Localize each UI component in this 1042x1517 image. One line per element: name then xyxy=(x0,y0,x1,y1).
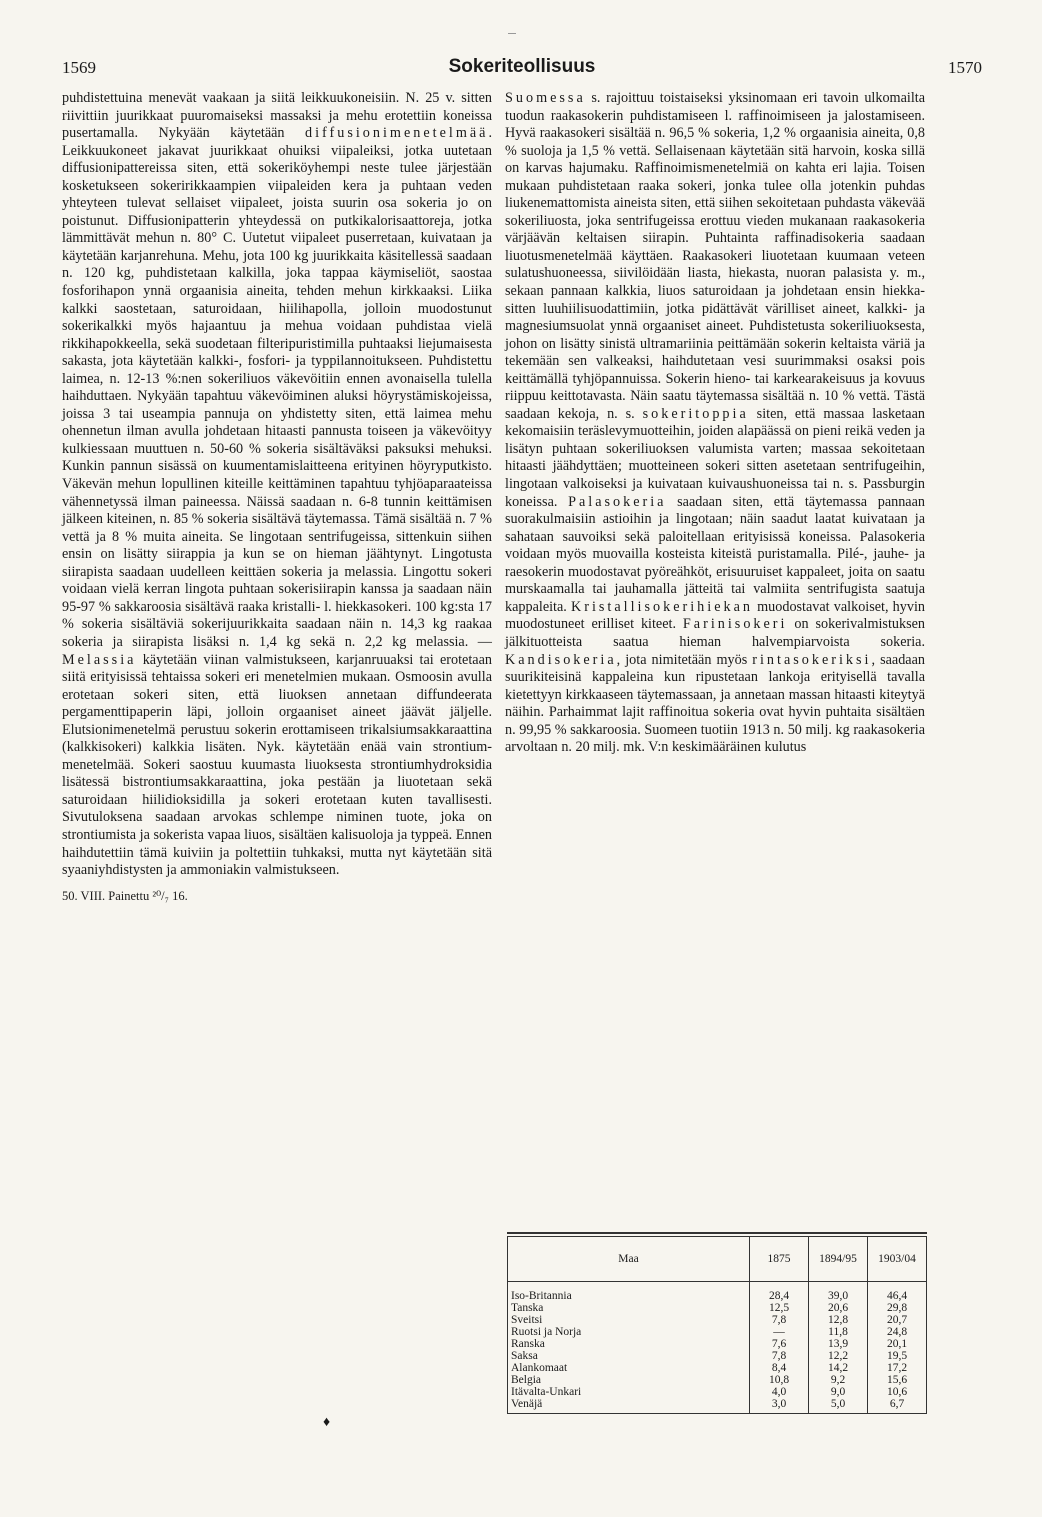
country-cell: Venäjä xyxy=(508,1398,750,1414)
page-number-right: 1570 xyxy=(948,58,982,77)
bullet-ornament: ♦ xyxy=(323,1415,331,1430)
table-row xyxy=(508,1362,927,1374)
table-body xyxy=(508,1282,927,1414)
header-1903: 1903/04 xyxy=(868,1237,927,1282)
value-1903-cell: 6,7 xyxy=(868,1398,927,1414)
sugar-consumption-table xyxy=(507,1236,927,1414)
value-1875-cell: 7,8 xyxy=(750,1350,809,1362)
spaced-term: Palasokeria xyxy=(568,493,667,510)
page-number-left: 1569 xyxy=(62,58,96,77)
country-cell: Iso-Britannia xyxy=(508,1282,750,1303)
value-1875-cell: 10,8 xyxy=(750,1374,809,1386)
value-1894-cell: 20,6 xyxy=(809,1302,868,1314)
value-1875-cell: 7,8 xyxy=(750,1314,809,1326)
spaced-term: diffusionimenetelmää xyxy=(305,125,489,142)
table-top-rule xyxy=(507,1232,927,1234)
country-cell: Saksa xyxy=(508,1350,750,1362)
left-paragraph: puhdistettuina menevät vaakaan ja siitä leikkuukoneisiin. N. 25 v. sitten riivittiin juurikkaat puuromaiseksi massaksi ja mehu erotettiin koneissa pusertamalla. Nykyään käytetään diffusionimenetelmää. Leikkuukoneet jakavat juurikkaat ohuiksi viipaleiksi, jotka uutetaan diffusionipattereissa siten, että sokeriköyhempi neste tulee järjestään kosketukseen sokeririkkaampien viipaleiden kera ja puhtaan veden yhteyteen tulevat sellaiset viipaleet, joista suurin osa sokeria jo on poistunut. Diffusionipatterin yhteydessä on putkikalorisaattoreja, jotka lämmittävät mehun n. 80° C. Uutetut viipaleet puserretaan, kuivataan ja käytetään karjanrehuna. Mehu, jota 100 kg juurikkaita käsitellessä saadaan n. 120 kg, puhdistetaan kalkilla, joka tappaa käymiseliöt, saostaa fosforihapon ynnä orgaanisia aineita, tehden mehun kirkkaaksi. Liika kalkki saostetaan, saturoidaan, hiilihapolla, jolloin muodostunut sokerikalkki myös hajaantuu ja mehua voidaan puhdistaa vielä rikkihapokkeella, sekä suodetaan filteripuristimilla puhtaaksi liejumaisesta sakasta, jota käytetään kalkki-, fosfori- ja typpilannoitukseen. Puhdistettu laimea, n. 12-13 %:nen sokeriliuos väkevöitiin ennen avonaisella tulella haihduttaen. Nykyään tapahtuu väkevöiminen aluksi höyrystämiskojeissa, joissa 3 tai useampia pannuja on yhdistetty siten, että laimea mehu ohennetun ilman avulla johdetaan hitaasti pannusta toiseen ja väkevöityy kulkiessaan muuttuen n. 50-60 % sokeria sisältäväksi paksuksi mehuksi. Kunkin pannun sisässä on kuumentamislaitteena erityinen höyryputkisto. Väkevän mehun lopullinen kiteille keittäminen tapahtuu tyhjöaparaateissa vähennetyssä ilman paineessa. Näissä saadaan n. 6-8 tunnin keittämisen jälkeen kiteinen, n. 85 % sokeria sisältävä täytemassa. Tämä sisältää n. 7 % vettä ja 8 % muita aineita. Se lingotaan sentrifugeissa, sittenkuin siihen ensin on lisätty siirappia ja kun se on hieman jäähtynyt. Lingotusta siirapista saadaan uudelleen keittäen sokeria ja melassia. Lingottu sokeri voidaan vielä kerran lingota puhtaan sokerisiirapin kanssa ja saadaan näin 95-97 % sakkaroosia sisältävä raaka kristalli- l. hiekkasokeri. 100 kg:sta 17 % sokeria sisältäviä sokerijuurikkaita saadaan näin n. 14,3 kg raakaa sokeria ja siirapista lisäksi n. 1,4 kg sekä n. 2,2 kg melassia. — Melassia käytetään viinan valmistukseen, karjanruuaksi tai erotetaan siitä erityisissä tehtaissa sokeri eri menetelmien mukaan. Osmoosin avulla erotetaan sokeri siten, että liuoksen annetaan diffundeerata pergamenttipaperin läpi, jolloin orgaaniset aineet jäävät jäljelle. Elutsionimenetelmä perustuu sokerin erottamiseen trikalsiumsakkaraattina (kalkkisokeri) kalkkia lisäten. Nyk. käytetään enää vain strontium-menetelmää. Sokeri saostuu kuumasta liuoksesta strontiumhydroksidia lisätessä bistrontiumsakkaraattina, joka pestään ja liuotetaan sekä saturoidaan hiilidioksidilla ja sokeri erotetaan kuten tavallisesti. Sivutuloksena saadaan arvokas schlempe niminen tuote, joka on strontiumista ja sokerista vapaa liuos, sisältäen kalisuoloja ja typpeä. Ennen haihdutettiin tämä kuiviin ja poltettiin tuhkaksi, mutta nyt käytetään sitä syaaniyhdistysten ja ammoniakin valmistukseen. xyxy=(62,90,492,879)
spaced-term: rintasokeriksi xyxy=(752,651,872,668)
table-row xyxy=(508,1374,927,1386)
left-column xyxy=(62,90,492,905)
country-cell: Alankomaat xyxy=(508,1362,750,1374)
value-1903-cell: 19,5 xyxy=(868,1350,927,1362)
value-1894-cell: 11,8 xyxy=(809,1326,868,1338)
value-1903-cell: 24,8 xyxy=(868,1326,927,1338)
value-1903-cell: 10,6 xyxy=(868,1386,927,1398)
spaced-term: Kristallisokerihiekan xyxy=(570,598,753,615)
country-cell: Ruotsi ja Norja xyxy=(508,1326,750,1338)
value-1903-cell: 29,8 xyxy=(868,1302,927,1314)
table-row xyxy=(508,1398,927,1414)
table-row xyxy=(508,1314,927,1326)
value-1894-cell: 12,8 xyxy=(809,1314,868,1326)
table-row xyxy=(508,1338,927,1350)
spaced-term: Kandisokeria xyxy=(505,651,617,668)
table-row xyxy=(508,1386,927,1398)
value-1875-cell: 28,4 xyxy=(750,1282,809,1303)
country-cell: Tanska xyxy=(508,1302,750,1314)
value-1894-cell: 5,0 xyxy=(809,1398,868,1414)
value-1875-cell: 12,5 xyxy=(750,1302,809,1314)
page-header xyxy=(62,58,982,82)
value-1894-cell: 9,0 xyxy=(809,1386,868,1398)
value-1903-cell: 46,4 xyxy=(868,1282,927,1303)
running-title: Sokeriteollisuus xyxy=(448,56,596,77)
value-1875-cell: 8,4 xyxy=(750,1362,809,1374)
value-1903-cell: 20,7 xyxy=(868,1314,927,1326)
header-1894: 1894/95 xyxy=(809,1237,868,1282)
value-1875-cell: 3,0 xyxy=(750,1398,809,1414)
value-1875-cell: 4,0 xyxy=(750,1386,809,1398)
spaced-term: sokeritoppia xyxy=(642,405,749,422)
country-cell: Ranska xyxy=(508,1338,750,1350)
value-1894-cell: 9,2 xyxy=(809,1374,868,1386)
value-1875-cell: 7,6 xyxy=(750,1338,809,1350)
value-1903-cell: 17,2 xyxy=(868,1362,927,1374)
value-1894-cell: 13,9 xyxy=(809,1338,868,1350)
header-1875: 1875 xyxy=(750,1237,809,1282)
table-header-row xyxy=(508,1237,927,1282)
spaced-term: Suomessa xyxy=(505,90,586,106)
country-cell: Itävalta-Unkari xyxy=(508,1386,750,1398)
table-row xyxy=(508,1350,927,1362)
print-note: 50. VIII. Painettu ²⁰/₇ 16. xyxy=(62,888,188,903)
table-row xyxy=(508,1282,927,1303)
right-paragraph: Suomessa s. rajoittuu toistaiseksi yksinomaan eri tavoin ulkomailta tuodun raakasokerin puhdistamiseen l. raffinoimiseen ja jalostamiseen. Hyvä raakasokeri sisältää n. 96,5 % sokeria, 1,2 % orgaanisia aineita, 0,8 % suoloja ja 1,5 % vettä. Sellaisenaan käytetään sitä harvoin, koska sillä on karvas hajumaku. Raffinoimismenetelmiä on kahta eri lajia. Toisen mukaan puhdistetaan raaka sokeri, jonka tulee olla jotenkin puhdas liukenemattomista aineista siten, että siihen sekoitetaan puhdasta väkevää sokeriliuosta, joka sentrifugeissa erottuu vieden mukanaan raakasokeria värjäävän keltaisen siirapin. Puhtainta raffinadisokeria saadaan liuotusmenetelmää käyttäen. Raakasokeri liuotetaan kuumaan veteen sulatushuoneessa, siivilöidään liasta, hiekasta, nuoran palasista y. m., sekaan pannaan kalkkia, liuos saturoidaan ja johdetaan ensin hiekka- sitten luuhiilisuodattimiin, jotka pidättävät värilliset aineet, kalkki- ja magnesiumsuolat ynnä orgaaniset aineet. Puhdistetusta sokeriliuoksesta, johon on lisätty sinistä ultramariinia peittämään sokerin keltaista väriä ja tekemään sen valkeaksi, haihdutetaan vesi suurimmaksi osaksi pois keittämällä tyhjöpannuissa. Sokerin hieno- tai karkearakeisuus ja kovuus riippuu keittotavasta. Näin saatu täytemassa sisältää n. 10 % vettä. Tästä saadaan kekoja, n. s. sokeritoppia siten, että massaa lasketaan kekomaisiin teräslevymuotteihin, joiden alapäässä on pieni reikä veden ja lisätyn puhtaan sokeriliuoksen valumista varten; massaa sekoitetaan hitaasti jäähdyttäen; muotteineen sokeri sitten asetetaan sentrifugeihin, lingotaan valkoiseksi ja kuivataan kuivaushuoneissa tai n. s. Passburgin koneissa. Palasokeria saadaan siten, että täytemassa pannaan suorakulmaisiin astioihin ja lingotaan; näin saadut laatat kuivataan ja sahataan sauvoiksi sekä paloitellaan erityisissä koneissa. Palasokeria voidaan myös muovailla kosteista kiteistä puristamalla. Pilé-, jauhe- ja raesokerin muodostavat pyöreähköt, erisuuruiset kappaleet, joita on saatu murskaamalla tai jauhamalla jätteitä tai valmiita sentrifugista saatuja kappaleita. Kristallisokerihiekan muodostavat valkoiset, hyvin muodostuneet erilliset kiteet. Farinisokeri on sokerivalmistuksen jälkituotteista saatua hieman halvempiarvoista sokeria. Kandisokeria, jota nimitetään myös rintasokeriksi, saadaan suurikiteisinä kappaleina kun ripustetaan lankoja erityisellä tavalla kietettyyn kirkkaaseen täytemassaan, ja annetaan massan hitaasti kiteytyä näihin. Parhaimmat lajit raffinoituа sokeria ovat hyvin puhtaita sisältäen n. 99,95 % sakkaroosia. Suomeen tuotiin 1913 n. 50 milj. kg raakasokeria arvoltaan n. 20 milj. mk. V:n keskimääräinen kulutus xyxy=(505,90,925,756)
value-1875-cell: — xyxy=(750,1326,809,1338)
country-cell: Belgia xyxy=(508,1374,750,1386)
country-cell: Sveitsi xyxy=(508,1314,750,1326)
spaced-term: Melassia xyxy=(62,651,137,668)
value-1894-cell: 39,0 xyxy=(809,1282,868,1303)
right-column xyxy=(505,90,925,757)
top-mark xyxy=(508,33,516,34)
value-1894-cell: 14,2 xyxy=(809,1362,868,1374)
table-row xyxy=(508,1326,927,1338)
value-1903-cell: 20,1 xyxy=(868,1338,927,1350)
header-country: Maa xyxy=(508,1237,750,1282)
table-row xyxy=(508,1302,927,1314)
value-1903-cell: 15,6 xyxy=(868,1374,927,1386)
value-1894-cell: 12,2 xyxy=(809,1350,868,1362)
spaced-term: Farinisokeri xyxy=(682,616,788,633)
